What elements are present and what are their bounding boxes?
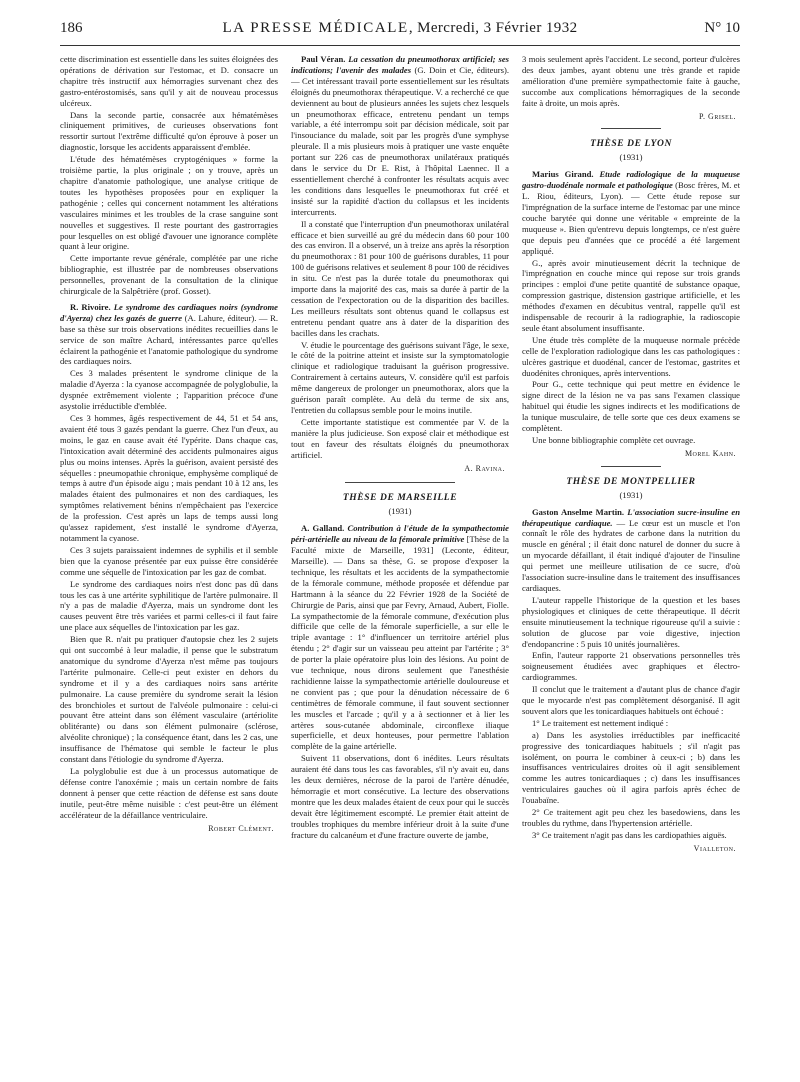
entry-text: [Thèse de la Faculté mixte de Marseille, 1931] (Leconte, éditeur, Marseille). — Dans sa thèse, G. se propose d'exposer la technique, les résultats et les accidents de la sympathectomie de la fémorale commune, méthode proposée et défendue par Hartmann à la séance du 22 Février 1928 de la Société de Chirurgie de Paris, ainsi que par Fevry, Arnaud, Aubert, Fiolle. La sympathectomie de la fémorale commune, d'exécution plus difficile que celle de la fémorale superficielle, a sur elle le triple avantage : 1° d'influencer un territoire artériel plus étendu ; 2° d'agir sur un vaisseau peu atteint par l'artérite ; 3° de porter la plaie opératoire plus loin des lésions. Au point de vue technique, nous dirons seulement que l'anesthésie rachidienne laisse la sympathectomie artérielle douloureuse et ne convient pas ; que pour la dénudation nécessaire de 6 centimètres de fémorale commune, il faut souvent sectionner les muscles et l'arcade ; qu'il y a à sectionner et à lier les artères sous-cutanée abdominale, circonflexe iliaque superficielle, et deux honteuses, pour permettre l'ablation complète de la gaine artérielle.: [291, 534, 509, 752]
entry-title: La cessation du pneumothorax artificiel; ses indications; l'avenir des malades: [291, 54, 509, 75]
reviewer-signature: P. Grisel.: [698, 111, 736, 121]
paragraph: 3° Ce traitement n'agit pas dans les cardiopathies aiguës.: [532, 829, 727, 840]
column-2: [291, 54, 509, 1074]
review-entry: [291, 54, 509, 218]
column-1: [60, 54, 278, 1074]
paragraph: Le syndrome des cardiaques noirs n'est donc pas dû dans tous les cas à une artérite syphilitique de l'artère pulmonaire. Il n'y a pas de maladie d'Ayerza, mais un syndrome dont les causes peuvent être très variées et parmi celles-ci il faut faire une place aux séquelles de l'intoxication par les gaz.: [60, 578, 278, 633]
review-entry: [522, 507, 740, 594]
reviewer-signature: Morel Kahn.: [684, 448, 736, 458]
section-year: (1931): [619, 152, 643, 163]
entry-title: Le syndrome des cardiaques noirs (syndrome d'Ayerza) chez les gazés de guerre: [60, 301, 278, 323]
section-divider: [601, 466, 661, 467]
issue-date: , Mercredi, 3 Février 1932: [408, 20, 578, 36]
paragraph: G., après avoir minutieusement décrit la technique de l'imprégnation en couche mince qui repose sur trois grands principes : emploi d'une petite quantité de substance opaque, compression gastrique, distension gastrique artificielle, et les méthodes d'examen en décubitus ventral, rappelle qu'il est indispensable de recourir à la radiographie, la radioscopie seule étant absolument insuffisante.: [522, 257, 740, 333]
entry-author: A. Galland.: [301, 523, 345, 534]
reviewer-signature: Vialleton.: [693, 843, 736, 853]
review-entry: [522, 169, 740, 256]
issue-number: N° 10: [704, 20, 740, 36]
paragraph: Il conclut que le traitement a d'autant plus de chance d'agir que le myocarde n'est pas complètement désorganisé. Il agit souvent alors que les tonicardiaques habituels ont échoué :: [522, 684, 740, 716]
entry-text: — Le cœur est un muscle et l'on connaît le rôle des hydrates de carbone dans la nutrition du muscle en général ; il était donc naturel de donner du sucre à un myocarde défaillant, il était indiqué d'ajouter de l'insuline qui permet une meilleure utilisation de ce sucre, d'où l'association sucre-insuline dans le traitement des insuffisances cardiaques.: [522, 517, 740, 593]
paragraph: Enfin, l'auteur rapporte 21 observations personnelles très soigneusement étudiées avec graphiques et électro-cardiogrammes.: [522, 650, 740, 683]
paragraph: Il a constaté que l'interruption d'un pneumothorax unilatéral efficace et bien surveillé au gré du médecin dans 60 pour 100 des cas environ. Il a observé, un à treize ans après la résorption du pneumothorax : 81 pour 100 de guérisons durables, 11 pour 100 de guérisons relatives et seulement 8 pour 100 de récidives in situ. Ce n'est pas la durée totale du pneumothorax qui importe dans la majorité des cas, mais sa durée à partir de la cessation de l'expectoration ou de la disparition des bacilles. Les meilleurs résultats sont obtenus quand le collapsus est entretenu pendant quatre ans à dater de la disparition des bacilles dans les crachats.: [291, 218, 509, 338]
header-rule: [60, 45, 740, 46]
section-year: (1931): [619, 489, 643, 500]
paragraph: Une bonne bibliographie complète cet ouvrage.: [532, 435, 696, 445]
paragraph: Bien que R. n'ait pu pratiquer d'autopsie chez les 2 sujets qui ont succombé à leur maladie, il pense que le substratum anatomique du syndrome d'Ayerza n'est même pas toujours l'artérite pulmonaire. Celle-ci peut exister en dehors du syndrome et il y a des cardiaques noirs sans artérite pulmonaire. La cause première du syndrome serait la lésion des bronchioles et surtout de l'alvéole pulmonaire : celui-ci pouvant être atteint dans son élément vasculaire (artériolite oblitérante) ou dans son élément pulmonaire (sclérose, alvéolite chronique) ; la conséquence étant, dans les 2 cas, une insuffisance de l'hématose qui semble le facteur le plus constant dans l'étiologie du syndrome d'Ayerza.: [60, 634, 278, 765]
paragraph: Ces 3 sujets paraissaient indemnes de syphilis et il semble bien que la cyanose présentée par eux puisse être considérée comme une séquelle de l'intoxication par les gaz de combat.: [60, 544, 278, 577]
review-entry: [60, 302, 278, 367]
paragraph: 3 mois seulement après l'accident. Le second, porteur d'ulcères des deux jambes, ayant obtenu une très grande et rapide amélioration d'une première sympathectomie faite à gauche, succombe aux complications hémorragiques de la seconde faite à droite, un mois après.: [522, 54, 740, 108]
section-divider: [601, 128, 661, 129]
page-header: [60, 20, 740, 42]
entry-author: Marius Girand.: [532, 169, 594, 180]
paragraph: Ces 3 malades présentent le syndrome clinique de la maladie d'Ayerza : la cyanose accompagnée de polyglobulie, la dyspnée extrêmement violente ; l'apparition précoce d'une asystolie irréductible d'emblée.: [60, 368, 278, 412]
entry-text: (Bosc frères, M. et L. Riou, éditeurs, Lyon). — Cette étude repose sur l'imprégnation de la surface interne de l'estomac par une mince couche barytée qui donne une véritable « empreinte de la muqueuse ». Bien qu'entrevu depuis longtemps, ce n'est guère que depuis peu d'années que ce procédé a été largement appliqué.: [522, 180, 740, 256]
entry-title: Contribution à l'étude de la sympathectomie péri-artérielle au niveau de la fémorale primitive: [291, 523, 509, 545]
section-title: THÈSE DE MONTPELLIER: [566, 476, 696, 487]
entry-author: Paul Véran.: [301, 54, 346, 64]
column-3: [522, 54, 740, 1074]
paragraph: Suivent 11 observations, dont 6 inédites. Leurs résultats auraient été dans tous les cas favorables, s'il n'y avait eu, dans les deux dernières, nécrose de la paroi de l'artère dénudée, hémorragie et mort consécutive. La lecture des observations montre que les deux malades étaient de ceux pour qui le succès devait être légitimement escompté. Le premier était atteint de troubles trophiques du membre inférieur droit à la suite d'une fracture du calcanéum et d'une fracture ouverte de jambe,: [291, 753, 509, 840]
paragraph: Cette importante statistique est commentée par V. de la manière la plus judicieuse. Son exposé clair et méthodique est tout en faveur des résultats éloignés du pneumothorax artificiel.: [291, 416, 509, 460]
entry-text: (A. Lahure, éditeur). — R. base sa thèse sur trois observations inédites recueillies dans le service de son maître Achard, intéressantes parce qu'elles éclairent la pathogénie et l'anatomie pathologique du syndrome des cardiaques noirs.: [60, 312, 278, 367]
journal-title-line: [60, 20, 740, 37]
paragraph: La polyglobulie est due à un processus automatique de défense contre l'anoxémie ; mais un certain nombre de faits donnent à penser que cette réaction de défense est sans doute inutile, peut-être même nuisible : c'est peut-être un élément accélérateur de la défaillance ventriculaire.: [60, 766, 278, 820]
reviewer-signature: A. Ravina.: [464, 463, 505, 473]
paragraph: Pour G., cette technique qui peut mettre en évidence le signe direct de la lésion ne va pas sans l'examen classique habituel qui étudie les signes indirects et les modifications de la tunique musculaire, de telle sorte que ces deux examens se complètent.: [522, 379, 740, 434]
paragraph: 2° Ce traitement agit peu chez les basedowiens, dans les troubles du rythme, dans l'hypertension artérielle.: [522, 807, 740, 828]
paragraph: cette discrimination est essentielle dans les suites éloignées des opérations de dérivation sur l'estomac, et D. consacre un chapitre très instructif aux hémorragies survenant chez des gastro-entérostomisés, sans qu'il y ait de nouveau processus ulcéreux.: [60, 54, 278, 108]
journal-title: LA PRESSE MÉDICALE: [222, 20, 409, 36]
paragraph: Cette importante revue générale, complétée par une riche bibliographie, est illustrée par de nombreuses observations personnelles, provenant de la consultation de la clinique chirurgicale de la Salpêtrière (prof. Gosset).: [60, 253, 278, 297]
section-year: (1931): [388, 506, 412, 517]
paragraph: Dans la seconde partie, consacrée aux hématémèses cliniquement primitives, de curieuses observations font ressortir surtout l'extrême difficulté qu'on éprouve à poser un diagnostic, lorsque les accidents apparaissent d'emblée.: [60, 109, 278, 153]
paragraph: L'étude des hématémèses cryptogéniques » forme la troisième partie, la plus originale ; on y trouve, après un chapitre d'anatomie pathologique, une analyse critique de toutes les hypothèses proposées pour en expliquer la pathogénie ; celles qui concernent notamment les altérations vasculaires minimes et les troubles de la crase sanguine sont nouvelles et suggestives. Il reste pourtant des gastrorragies pour lesquelles on est obligé d'avouer une ignorance complète quant à leur origine.: [60, 154, 278, 252]
paragraph: a) Dans les asystolies irréductibles par inefficacité progressive des tonicardiaques habituels ; s'il n'agit pas isolément, on pourra le combiner à ceux-ci ; b) dans les insuffisances ventriculaires droites où il agit sensiblement comme les autres tonicardiaques ; c) dans les insuffisances ventriculaires gauches où il agira parfois après échec de l'ouabaïne.: [522, 729, 740, 806]
paragraph: Ces 3 hommes, âgés respectivement de 44, 51 et 54 ans, avaient été tous 3 gazés pendant la guerre. Chez l'un d'eux, au moins, le gaz en cause avait été l'ypérite. Dans chaque cas, l'intoxication avait déterminé des accidents pulmonaires aigus plus ou moins intenses. Après la guérison, avaient persisté des séquelles : pneumopathie chronique, emphysème compliqué de temps à autre d'un épisode aigu ; mais pendant 10 à 12 ans, les malades étaient des pulmonaires et non des cardiaques, les symptômes relativement bénins n'empêchaient pas l'exercice de la profession. C'est après un laps de temps aussi long qu'assez rapidement, s'est installé le syndrome d'Ayerza, notamment la cyanose.: [60, 413, 278, 543]
review-entry: [291, 523, 509, 752]
section-divider: [345, 482, 455, 483]
paragraph: V. étudie le pourcentage des guérisons suivant l'âge, le sexe, le côté de la poitrine atteint et insiste sur la symptomatologie clinique et radiologique traduisant la guérison progressive. Contrairement à certains auteurs, V. considère qu'il est parfois même dangereux de prolonger un pneumothorax, alors que la guérison paraît complète. Au delà du terme de six ans, l'entretien du collapsus semble pour le moins inutile.: [291, 339, 509, 415]
paragraph: Une étude très complète de la muqueuse normale précède celle de l'exploration radiologique dans les cas pathologiques : ulcères gastrique et duodénal, cancer de l'estomac, gastrites et duodénites chroniques, après interventions.: [522, 334, 740, 378]
section-title: THÈSE DE MARSEILLE: [342, 493, 458, 504]
section-title: THÈSE DE LYON: [590, 139, 672, 150]
entry-author: R. Rivoire.: [70, 301, 111, 312]
entry-title: L'association sucre-insuline en thérapeutique cardiaque.: [522, 506, 740, 528]
entry-author: Gaston Anselme Martin.: [532, 506, 625, 517]
entry-title: Etude radiologique de la muqueuse gastro-duodénale normale et pathologique: [522, 169, 740, 191]
entry-text: (G. Doin et Cie, éditeurs). — Cet intéressant travail porte essentiellement sur les résultats éloignés du pneumothorax thérapeutique. V. a recherché ce que deviennent au bout de plusieurs années les sujets chez lesquels un pneumothorax efficace, entretenu pendant un temps variable, a été interrompu soit par décision médicale, soit par l'insouciance du malade, soit par les progrès d'une symphyse pleurale. Il a mis plusieurs mois à pratiquer une vaste enquête portant sur 226 cas de pneumothorax unilatéraux pratiqués dans le service du Dr E. Rist, à l'hôpital Laennec. Il a essentiellement cherché à confronter les résultats acquis avec les conditions dans lesquelles le pneumothorax fut créé et insisté sur la rapidité d'action du collapsus et les incidents intercurrents.: [291, 64, 509, 217]
page-number: 186: [60, 20, 83, 36]
paragraph: 1° Le traitement est nettement indiqué :: [532, 717, 669, 728]
reviewer-signature: Robert Clément.: [208, 823, 274, 833]
paragraph: L'auteur rappelle l'historique de la question et les bases physiologiques et cliniques de cette thérapeutique. Il décrit ensuite minutieusement la technique rigoureuse qu'il a suivie : solution de glucose par voie digestive, injection d'endopancrine : 5 puis 10 unités journalières.: [522, 594, 740, 649]
